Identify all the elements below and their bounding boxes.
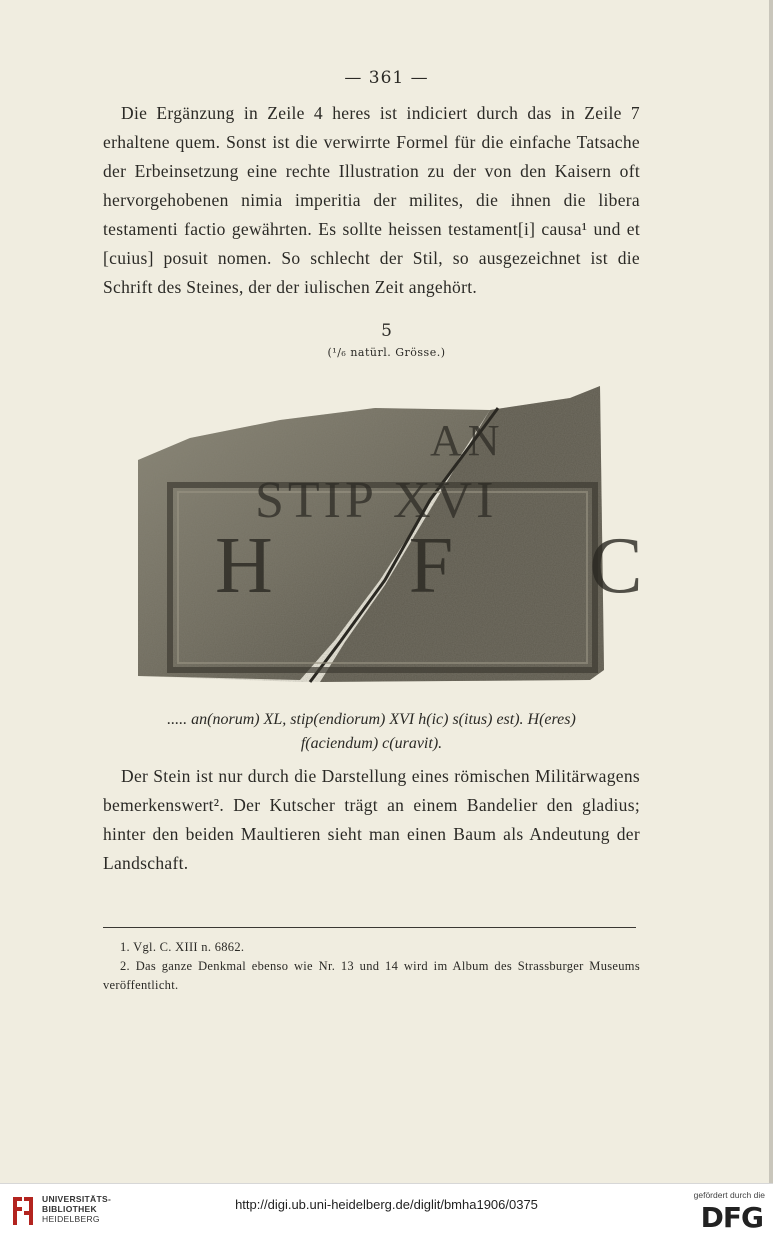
page-number: — 361 — <box>344 68 429 88</box>
paragraph-2 <box>103 762 640 878</box>
paragraph-1 <box>103 99 640 302</box>
paragraph-2-text: Der Stein ist nur durch die Darstellung eines römischen Militärwagens bemerkenswert². Der Kutscher trägt an einem Bandelier den gladius; hinter den beiden Maultieren sieht man einen Baum als Andeutung der Landschaft. <box>103 766 640 873</box>
caption-line-2: f(aciendum) c(uravit). <box>300 735 443 752</box>
dfg-logo[interactable]: DFG <box>700 1201 763 1234</box>
inscription-line-1: AN <box>430 416 506 465</box>
permalink-url[interactable]: http://digi.ub.uni-heidelberg.de/diglit/bmha1906/0375 <box>235 1197 538 1212</box>
inscription-line-2: STIP XVI <box>255 472 498 529</box>
viewer-footer <box>0 1183 773 1239</box>
figure-scale: (¹/₆ natürl. Grösse.) <box>327 346 446 359</box>
funded-by-label: gefördert durch die <box>693 1190 765 1200</box>
footnote-1: 1. Vgl. C. XIII n. 6862. <box>120 940 245 954</box>
inscription-line-3: H F C <box>215 522 701 610</box>
page-edge-shadow <box>769 0 773 1183</box>
figure-number: 5 <box>381 321 392 341</box>
caption-line-1: ..... an(norum) XL, stip(endiorum) XVI h(ic) s(itus) est). H(eres) <box>167 711 576 728</box>
inscription-stone-photo <box>130 380 701 694</box>
figure-caption <box>103 708 640 756</box>
footnotes <box>103 938 640 995</box>
footnote-rule <box>103 927 636 928</box>
library-name: UNIVERSITÄTS- BIBLIOTHEK HEIDELBERG <box>42 1194 112 1224</box>
paragraph-1-text: Die Ergänzung in Zeile 4 heres ist indiciert durch das in Zeile 7 erhaltene quem. Sonst ist die verwirrte Formel für die einfache Tatsache der Erbeinsetzung eine rechte Illustration zu der von den Kaisern oft hervorgehobenen nimia imperitia der milites, die ihnen die libera testamenti factio gewährten. Es sollte heissen testament[i] causa¹ und et [cuius] posuit nomen. So schlecht der Stil, so ausgezeichnet ist die Schrift des Steines, der der iulischen Zeit angehört. <box>103 103 640 297</box>
footnote-2: 2. Das ganze Denkmal ebenso wie Nr. 13 und 14 wird im Album des Strassburger Museums veröffentlicht. <box>103 959 640 992</box>
